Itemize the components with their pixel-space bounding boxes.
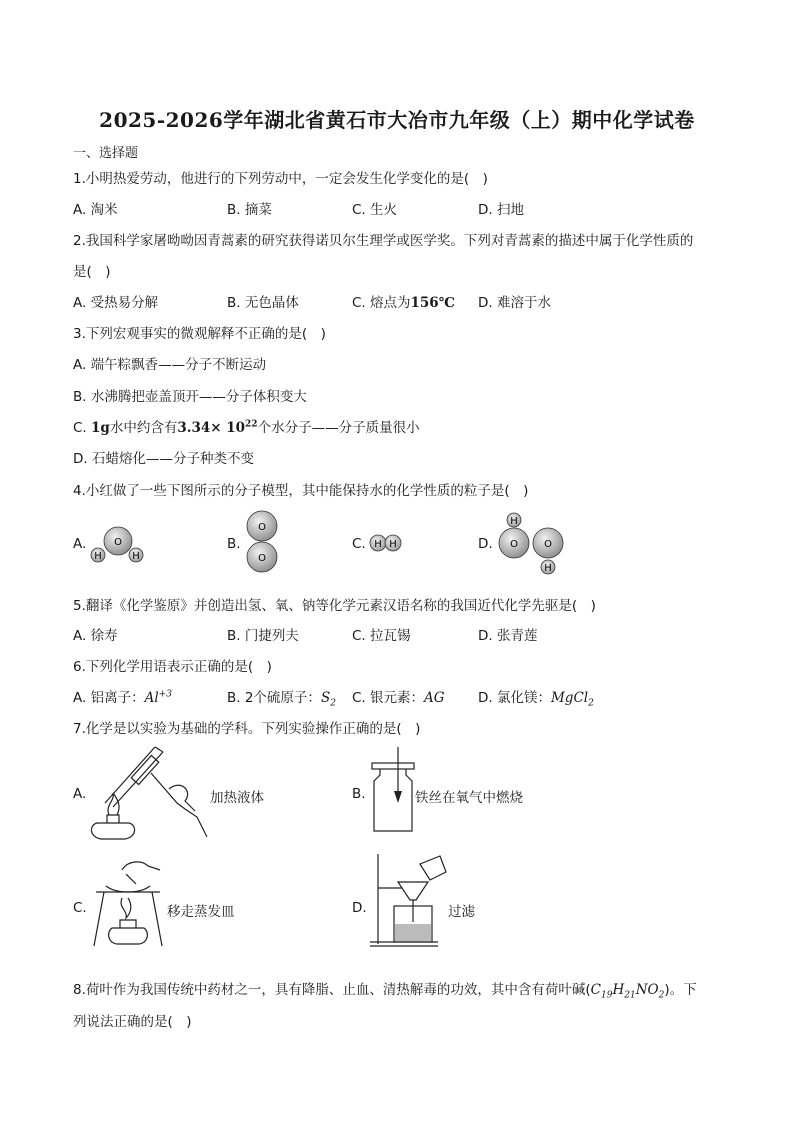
question-3-stem: 3.下列宏观事实的微观解释不正确的是( ) (73, 326, 326, 342)
q7-option-a-label: A. (73, 786, 87, 802)
atom-h-label: H (389, 539, 397, 550)
atom-h-label: H (544, 563, 552, 574)
q1-option-a: A. 淘米 (73, 202, 118, 218)
question-8-stem-line2: 列说法正确的是( ) (73, 1014, 192, 1030)
molecule-a-model (88, 525, 148, 567)
q7-option-c-caption: 移走蒸发皿 (167, 904, 235, 920)
atom-h-label: H (132, 551, 140, 562)
question-7-stem: 7.化学是以实验为基础的学科。下列实验操作正确的是( ) (73, 721, 421, 737)
heating-liquid-illustration (85, 745, 210, 840)
atom-o-label: O (258, 522, 266, 533)
q2-option-d: D. 难溶于水 (478, 295, 551, 311)
q5-option-b: B. 门捷列夫 (227, 628, 299, 644)
q4-option-b-label: B. (227, 536, 241, 552)
q6-option-b: B. 2个硫原子：$S_2$ (227, 690, 336, 709)
atom-o-label: O (544, 539, 552, 550)
q7-option-d-label: D. (352, 900, 367, 916)
molecule-b-model (245, 510, 279, 574)
atom-o-label: O (258, 553, 266, 564)
q3-option-b: B. 水沸腾把壶盖顶开——分子体积变大 (73, 389, 307, 405)
question-2-stem-line2: 是( ) (73, 264, 111, 280)
atom-h-label: H (94, 551, 102, 562)
q7-option-b-caption: 铁丝在氧气中燃烧 (415, 790, 523, 806)
atom-o-label: O (510, 539, 518, 550)
q2-option-c: C. 熔点为156℃ (352, 295, 455, 311)
question-6-stem: 6.下列化学用语表示正确的是( ) (73, 659, 272, 675)
page-title: 2025-2026学年湖北省黄石市大冶市九年级（上）期中化学试卷 (99, 108, 695, 132)
q6-option-d: D. 氯化镁：MgCl$_2$ (478, 690, 594, 709)
atom-o-label: O (114, 537, 122, 548)
q4-option-a-label: A. (73, 536, 87, 552)
q7-option-d-caption: 过滤 (448, 904, 475, 920)
q2-option-a: A. 受热易分解 (73, 295, 159, 311)
iron-burning-illustration (368, 747, 418, 833)
q3-option-d: D. 石蜡熔化——分子种类不变 (73, 451, 254, 467)
question-2-stem-line1: 2.我国科学家屠呦呦因青蒿素的研究获得诺贝尔生理学或医学奖。下列对青蒿素的描述中属于化学性质的 (73, 233, 694, 249)
q5-option-c: C. 拉瓦锡 (352, 628, 411, 644)
q3-option-a: A. 端午粽飘香——分子不断运动 (73, 357, 267, 373)
q4-option-c-label: C. (352, 536, 366, 552)
q7-option-a-caption: 加热液体 (210, 790, 264, 806)
filtration-illustration (368, 852, 448, 950)
q5-option-a: A. 徐寿 (73, 628, 118, 644)
q5-option-d: D. 张青莲 (478, 628, 538, 644)
question-1-stem: 1.小明热爱劳动，他进行的下列劳动中，一定会发生化学变化的是( ) (73, 171, 488, 187)
molecule-d-model (496, 510, 568, 576)
q1-option-c: C. 生火 (352, 202, 398, 218)
atom-h-label: H (510, 516, 518, 527)
q6-option-a: A. 铝离子：$Al^{+3}$ (73, 689, 172, 706)
atom-h-label: H (374, 539, 382, 550)
question-4-stem: 4.小红做了一些下图所示的分子模型，其中能保持水的化学性质的粒子是( ) (73, 483, 529, 499)
q2-option-b: B. 无色晶体 (227, 295, 299, 311)
q1-option-d: D. 扫地 (478, 202, 524, 218)
section-heading: 一、选择题 (73, 146, 139, 161)
molecule-c-model (368, 533, 404, 553)
q6-option-c: C. 银元素：AG (352, 690, 445, 706)
q3-option-c: C. 1g水中约含有$3.34\times 10^{22}$个水分子——分子质量很小 (73, 419, 420, 436)
question-5-stem: 5.翻译《化学鉴原》并创造出氢、氧、钠等化学元素汉语名称的我国近代化学先驱是( ) (73, 598, 596, 614)
q7-option-c-label: C. (73, 900, 87, 916)
q4-option-d-label: D. (478, 536, 493, 552)
question-8-stem-line1: 8.荷叶作为我国传统中药材之一，具有降脂、止血、清热解毒的功效，其中含有荷叶碱$(C_{19}H_{21}NO_2)$。下 (73, 982, 697, 1001)
evaporating-dish-illustration (92, 856, 164, 948)
q1-option-b: B. 摘菜 (227, 202, 272, 218)
q7-option-b-label: B. (352, 786, 366, 802)
